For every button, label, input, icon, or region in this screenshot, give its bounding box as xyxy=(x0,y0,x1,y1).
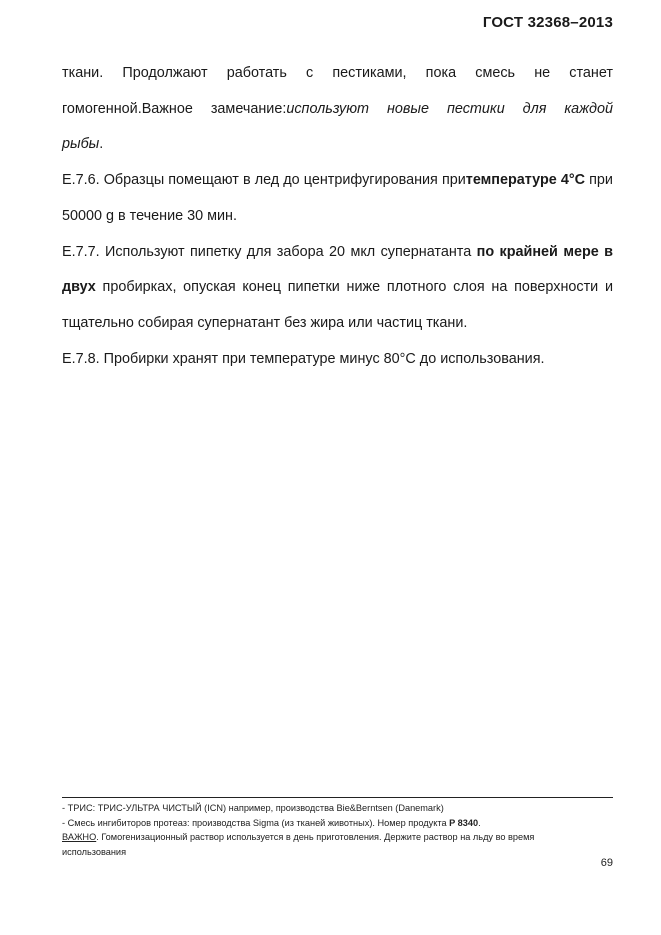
footnote-item: использования xyxy=(62,846,127,857)
text-run: . xyxy=(99,136,104,153)
body-text xyxy=(62,56,613,377)
paragraph-continuation xyxy=(62,56,613,163)
bold-text: 4°C xyxy=(560,172,586,189)
bold-text: по крайней xyxy=(476,243,558,260)
bold-text: мере в двух xyxy=(62,243,614,296)
paragraph-line xyxy=(62,92,613,128)
page-number: 69 xyxy=(600,857,613,869)
footnote-item: - ТРИС: ТРИС-УЛЬТРА ЧИСТЫЙ (ICN) например, производства Bie&Berntsen (Danemark) xyxy=(62,803,444,813)
text-run: Е.7.7. Используют пипетку для забора 20 мкл супернатанта xyxy=(62,243,477,260)
paragraph-e-7-7 xyxy=(62,235,613,342)
important-note-end: рыбы xyxy=(62,136,100,153)
text-run: при 50000 g в течение 30 мин. xyxy=(62,172,613,224)
footnote-divider xyxy=(62,797,613,798)
text-run: пробирках, опуская конец пипетки ниже плотного слоя на поверхности и тщательно собирая супернатант без жира или частиц ткани. xyxy=(62,279,613,331)
paragraph-e-7-6 xyxy=(62,163,613,234)
bold-text: температуре xyxy=(465,172,557,189)
footnote-text: . xyxy=(478,817,481,828)
product-number: P 8340 xyxy=(449,817,479,828)
text-run: Е.7.6. Образцы помещают в лед до центрифугирования при xyxy=(62,172,466,189)
footnote-text: - Смесь ингибиторов протеаз: производства Sigma (из тканей животных). Номер продукта xyxy=(62,817,450,828)
document-header: ГОСТ 32368–2013 xyxy=(482,14,613,31)
footnote-text: . Гомогенизационный раствор используется в день приготовления. Держите раствор на льду во время xyxy=(96,832,535,842)
footnote-item xyxy=(62,830,613,845)
footnotes xyxy=(62,801,613,859)
text-run: гомогенной.Важное замечание: xyxy=(62,100,287,117)
footnote-item xyxy=(62,816,613,831)
paragraph-e-7-8: Е.7.8. Пробирки хранят при температуре минус 80°C до использования. xyxy=(62,350,545,367)
paragraph-line: ткани. Продолжают работать с пестиками, пока смесь не станет xyxy=(62,65,613,81)
paragraph-line xyxy=(62,127,613,163)
important-note: используют новые пестики для каждой xyxy=(286,100,613,117)
important-label: ВАЖНО xyxy=(62,832,97,842)
